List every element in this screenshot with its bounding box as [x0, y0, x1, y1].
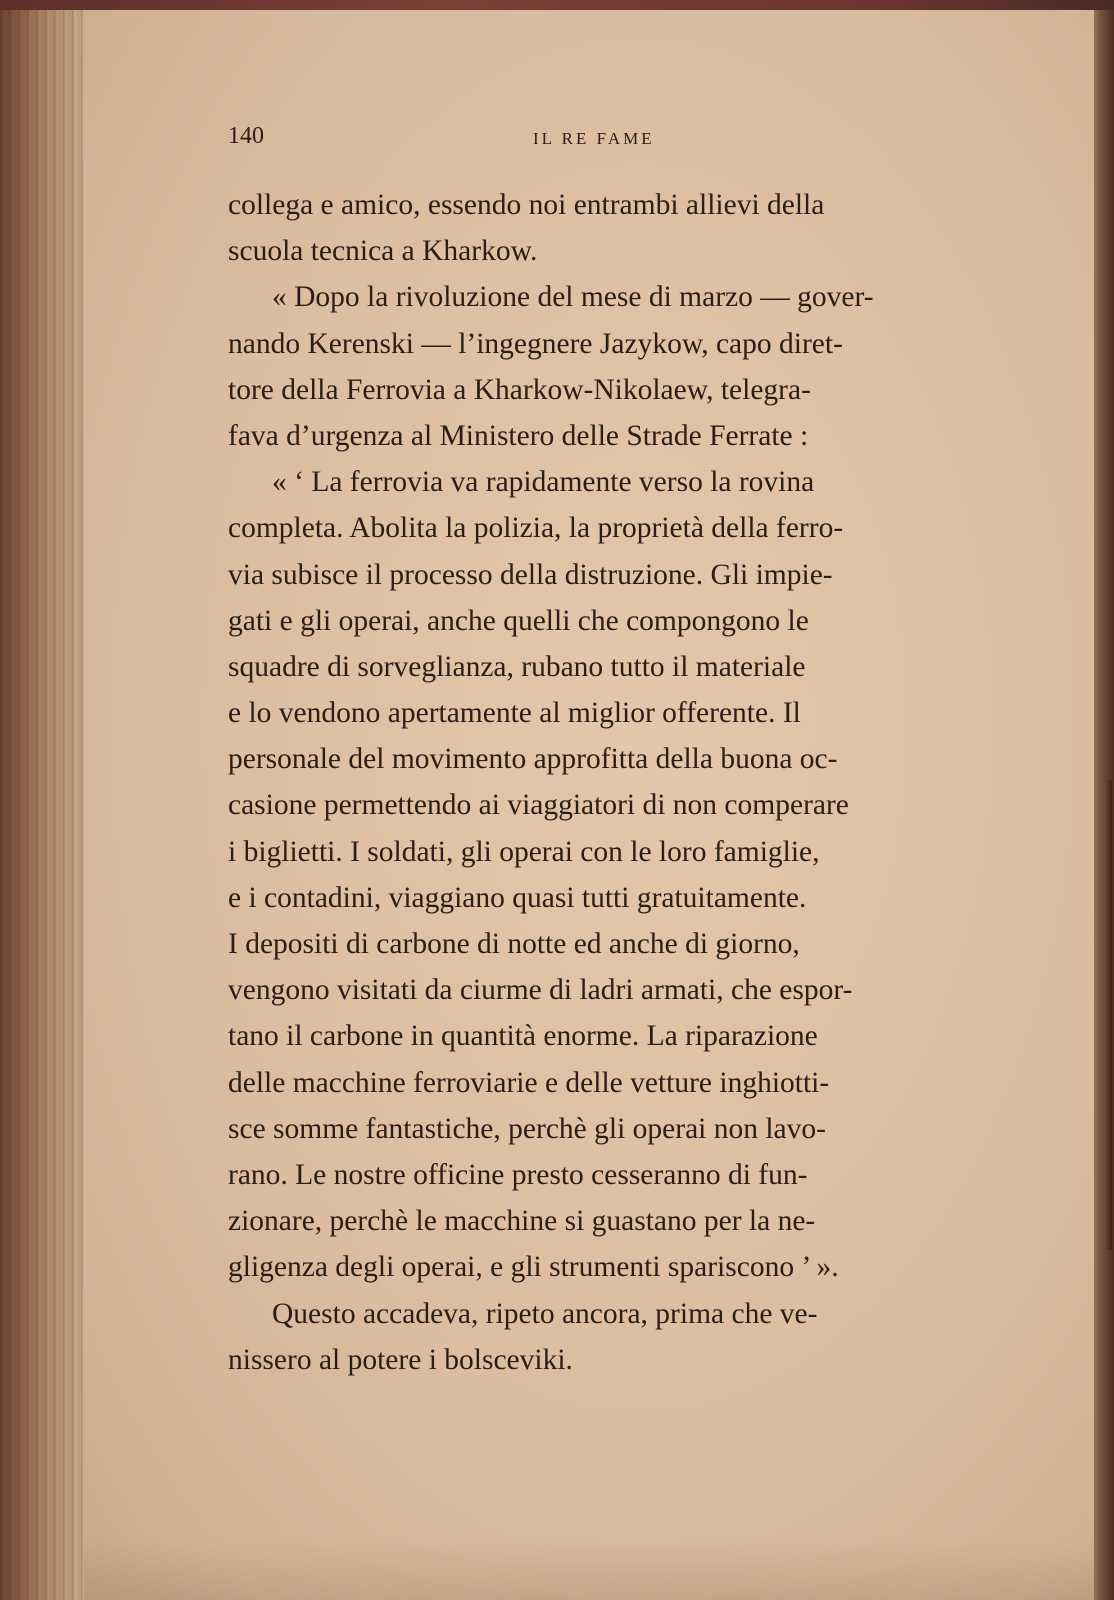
- book-spine-edge: [0, 0, 86, 1600]
- text-line: « Dopo la rivoluzione del mese di marzo — gover-: [272, 281, 874, 314]
- text-line: gligenza degli operai, e gli strumenti spariscono ’ ».: [228, 1251, 839, 1284]
- page-number: 140: [228, 123, 264, 149]
- text-line: personale del movimento approfitta della buona oc-: [228, 743, 838, 776]
- text-line: Questo accadeva, ripeto ancora, prima che ve-: [272, 1297, 818, 1330]
- page-right-edge: [1106, 780, 1112, 1250]
- text-line: sce somme fantastiche, perchè gli operai non lavo-: [228, 1112, 826, 1145]
- text-line: fava d’urgenza al Ministero delle Strade Ferrate :: [228, 419, 809, 452]
- text-line: via subisce il processo della distruzione. Gli impie-: [228, 558, 833, 591]
- body-text: [228, 182, 1018, 1383]
- text-line: tano il carbone in quantità enorme. La riparazione: [228, 1020, 818, 1053]
- text-line: zionare, perchè le macchine si guastano per la ne-: [228, 1205, 816, 1238]
- running-head: [228, 123, 988, 153]
- text-line: delle macchine ferroviarie e delle vetture inghiotti-: [228, 1066, 830, 1099]
- text-line: tore della Ferrovia a Kharkow-Nikolaew, telegra-: [228, 373, 811, 406]
- running-title: IL RE FAME: [533, 129, 655, 148]
- page-bottom-shadow: [84, 1540, 1094, 1600]
- text-line: nando Kerenski — l’ingegnere Jazykow, capo diret-: [228, 327, 843, 360]
- text-line: nissero al potere i bolsceviki.: [228, 1343, 573, 1376]
- text-line: gati e gli operai, anche quelli che compongono le: [228, 604, 809, 637]
- text-line: « ‘ La ferrovia va rapidamente verso la rovina: [272, 466, 815, 499]
- text-line: e i contadini, viaggiano quasi tutti gratuitamente.: [228, 881, 807, 914]
- text-line: completa. Abolita la polizia, la proprietà della ferro-: [228, 512, 844, 545]
- book-top-edge: [0, 0, 1114, 10]
- text-line: squadre di sorveglianza, rubano tutto il materiale: [228, 650, 806, 683]
- text-line: i biglietti. I soldati, gli operai con le loro famiglie,: [228, 835, 820, 868]
- text-line: collega e amico, essendo noi entrambi allievi della: [228, 189, 825, 221]
- text-line: I depositi di carbone di notte ed anche di giorno,: [228, 928, 800, 960]
- text-line: e lo vendono apertamente al miglior offerente. Il: [228, 697, 801, 730]
- text-line: vengono visitati da ciurme di ladri armati, che espor-: [228, 974, 853, 1007]
- text-line: casione permettendo ai viaggiatori di non comperare: [228, 789, 849, 822]
- text-line: scuola tecnica a Kharkow.: [228, 235, 538, 268]
- text-line: rano. Le nostre officine presto cesseranno di fun-: [228, 1158, 808, 1191]
